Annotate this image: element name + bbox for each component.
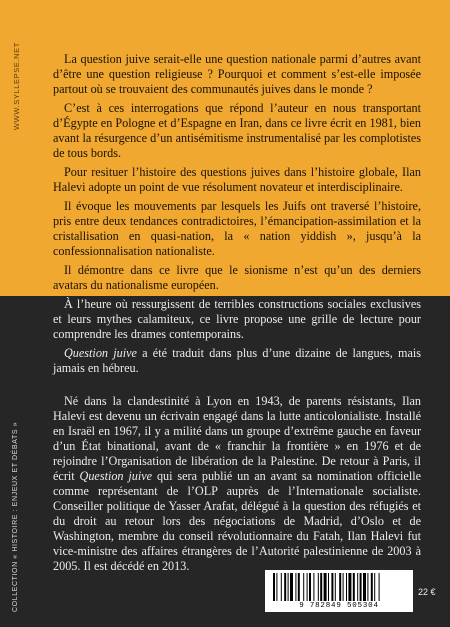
book-title-italic: Question juive [64, 346, 137, 360]
blurb-paragraph-2: C’est à ces interrogations que répond l’auteur en nous transportant d’Égypte en Pologne et d’Espagne en Iran, dans ce livre écrit en 1981, bien avant la résurgence d’un antisémitisme instrumentalisé par les complotistes de tous bords. [53, 101, 421, 160]
author-bio-part-1: Né dans la clandestinité à Lyon en 1943, de parents résistants, Ilan Halevi est devenu un écrivain engagé dans la lutte anticolonialiste. Installé en Israël en 1967, il y a milité dans un groupe d’extrême gauche en faveur d’un État binational, avant de « franchir la frontière » en 1976 et de rejoindre l’Organisation de libération de la Palestine. De retour à Paris, il écrit [53, 394, 421, 483]
price: 22 € [418, 587, 436, 597]
blurb-paragraph-5: Il démontre dans ce livre que le sionisme n’est qu’un des derniers avatars du nationalisme européen. [53, 263, 421, 292]
blurb-text [53, 52, 421, 578]
collection-name: COLLECTION « HISTOIRE : ENJEUX ET DÉBATS » [12, 421, 19, 612]
barcode-bars-icon [271, 573, 407, 601]
author-bio-part-2: qui sera publié un an avant sa nomination officielle comme représentant de l’OLP auprès de l’Internationale socialiste. Conseiller politique de Yasser Arafat, délégué à la question des réfugiés et du droit au retour lors des négociations de Madrid, d’Oslo et de Washington, membre du conseil révolutionnaire du Fatah, Ilan Halevi fut vice-ministre des affaires étrangères de l’Autorité palestinienne de 2003 à 2005. Il est décédé en 2013. [53, 469, 421, 573]
author-bio [53, 394, 421, 574]
isbn-number: 9 782849 505304 [299, 602, 379, 610]
blurb-paragraph-1: La question juive serait-elle une question nationale parmi d’autres avant d’être une question religieuse ? Pourquoi et comment s’est-elle imposée partout où se trouvaient des communautés juives dans le monde ? [53, 52, 421, 96]
publisher-website: WWW.SYLLEPSE.NET [12, 42, 21, 130]
blurb-paragraph-7-rest: a été traduit dans plus d’une dizaine de langues, mais jamais en hébreu. [53, 346, 421, 375]
author-bio-book-title: Question juive [79, 469, 153, 483]
blurb-paragraph-3: Pour resituer l’histoire des questions juives dans l’histoire globale, Ilan Halevi adopte un point de vue résolument novateur et interdisciplinaire. [53, 165, 421, 194]
barcode [265, 570, 413, 612]
blurb-paragraph-4: Il évoque les mouvements par lesquels les Juifs ont traversé l’histoire, pris entre deux tendances contradictoires, l’émancipation-assimilation et la cristallisation en quasi-nation, la « nation yiddish », jusqu’à la confessionnalisation nationaliste. [53, 199, 421, 258]
blurb-paragraph-7 [53, 346, 421, 376]
blurb-paragraph-6: À l’heure où ressurgissent de terribles constructions sociales exclusives et leurs mythes calamiteux, ce livre propose une grille de lecture pour comprendre les drames contemporains. [53, 297, 421, 341]
